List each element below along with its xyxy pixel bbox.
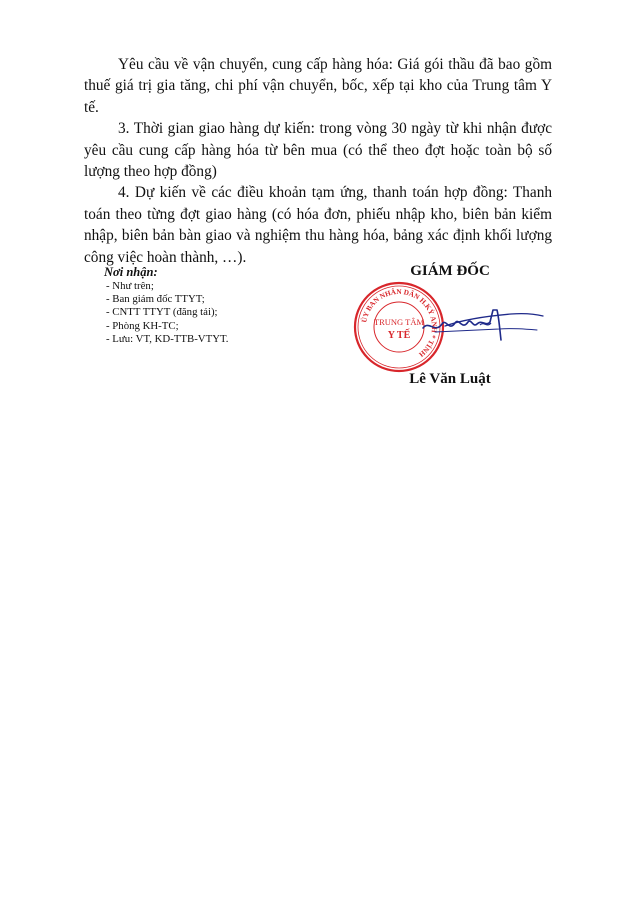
stamp-center-text-1: TRUNG TÂM bbox=[373, 317, 425, 327]
recipient-item: - Lưu: VT, KD-TTB-VTYT. bbox=[106, 332, 229, 345]
recipients-heading: Nơi nhận: bbox=[104, 265, 158, 279]
stamp-center-text-2: Y TẾ bbox=[387, 330, 411, 341]
handwritten-signature bbox=[415, 304, 545, 344]
paragraph-payment-terms: 4. Dự kiến về các điều khoản tạm ứng, thanh toán hợp đồng: Thanh toán theo từng đợt giao hàng (có hóa đơn, phiếu nhập kho, biên bản kiểm nhập, biên bản bàn giao và nghiệm thu hàng hóa, bảng xác định khối lượng công việc hoàn thành, …). bbox=[84, 184, 552, 266]
recipient-item: - Ban giám đốc TTYT; bbox=[106, 293, 205, 306]
recipient-item: - Phòng KH-TC; bbox=[106, 319, 179, 332]
recipient-item: - CNTT TTYT (đăng tải); bbox=[106, 306, 218, 319]
signer-title: GIÁM ĐỐC bbox=[410, 263, 490, 279]
recipient-item: - Như trên; bbox=[106, 280, 154, 292]
signature-block bbox=[355, 262, 545, 402]
document-body bbox=[84, 54, 552, 268]
recipients-block bbox=[104, 265, 324, 346]
recipients-list bbox=[104, 280, 324, 346]
stamp-ring-text: ỦY BAN NHÂN DÂN H.KỲ ANH * TỈNH bbox=[360, 287, 439, 359]
paragraph-delivery-time: 3. Thời gian giao hàng dự kiến: trong vòng 30 ngày từ khi nhận được yêu cầu cung cấp hàng hóa từ bên mua (có thể theo đợt hoặc toàn bộ số lượng theo hợp đồng) bbox=[84, 120, 552, 181]
signer-name: Lê Văn Luật bbox=[409, 371, 491, 387]
paragraph-transport-requirements: Yêu cầu về vận chuyển, cung cấp hàng hóa: Giá gói thầu đã bao gồm thuế giá trị gia tăng, chi phí vận chuyển, bốc, xếp tại kho của Trung tâm Y tế. bbox=[84, 56, 552, 116]
